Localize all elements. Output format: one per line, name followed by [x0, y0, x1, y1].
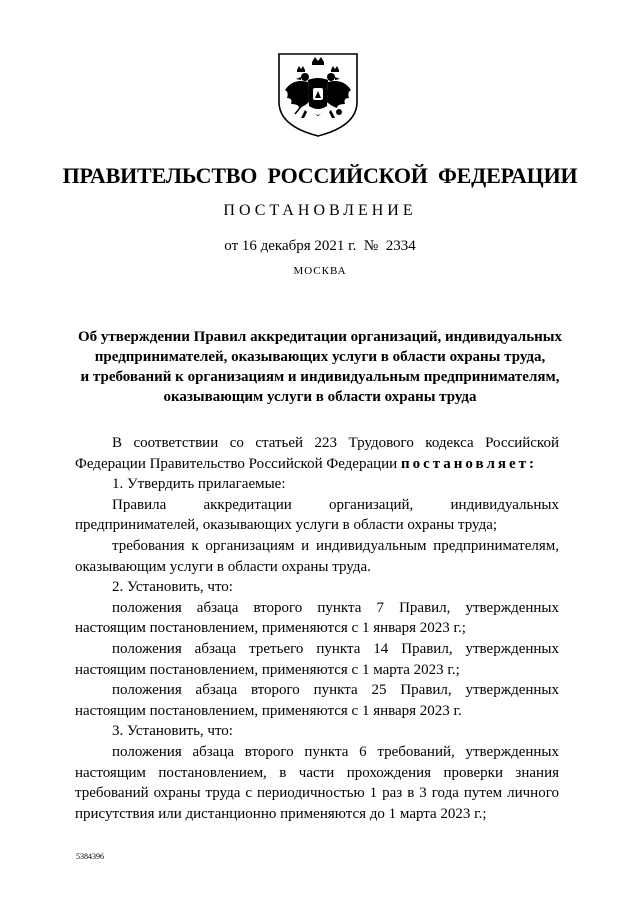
paragraph: 2. Установить, что:: [112, 579, 233, 596]
subject-line: оказывающим услуги в области охраны труда: [163, 389, 477, 405]
spaced-decree-word: постановляет:: [400, 455, 538, 472]
paragraph: 1. Утвердить прилагаемые:: [112, 476, 286, 493]
document-date-number: от 16 декабря 2021 г. № 2334: [224, 238, 416, 254]
government-title: ПРАВИТЕЛЬСТВО РОССИЙСКОЙ ФЕДЕРАЦИИ: [62, 163, 578, 188]
paragraph: Правила аккредитации организаций, индивидуальных предпринимателей, оказывающих услуги в области охраны труда;: [75, 496, 559, 534]
document-city: МОСКВА: [293, 265, 347, 277]
paragraph: [75, 433, 559, 474]
document-number-footer: 5384396: [76, 852, 104, 861]
paragraph: положения абзаца третьего пункта 14 Правил, утвержденных настоящим постановлением, применяются с 1 марта 2023 г.;: [75, 640, 559, 678]
subject-line: предпринимателей, оказывающих услуги в области охраны труда,: [94, 349, 546, 365]
coat-of-arms-icon: [275, 52, 361, 138]
document-body: [75, 433, 559, 824]
document-type: ПОСТАНОВЛЕНИЕ: [223, 202, 417, 219]
paragraph-text: В соответствии со статьей 223 Трудового кодекса Российской Федерации Правительство Российской Федерации: [75, 435, 559, 472]
paragraph: положения абзаца второго пункта 6 требований, утвержденных настоящим постановлением, в части прохождения проверки знания требований охраны труда с периодичностью 1 раз в 3 года путем личного присутствия или дистанционно применяются до 1 марта 2023 г.;: [75, 743, 559, 822]
subject-line: Об утверждении Правил аккредитации организаций, индивидуальных: [77, 329, 563, 345]
paragraph: положения абзаца второго пункта 7 Правил, утвержденных настоящим постановлением, применяются с 1 января 2023 г.;: [75, 599, 559, 637]
subject-line: и требований к организациям и индивидуальным предпринимателям,: [80, 369, 560, 385]
paragraph: положения абзаца второго пункта 25 Правил, утвержденных настоящим постановлением, применяются с 1 января 2023 г.: [75, 682, 559, 719]
document-subject: [70, 327, 570, 407]
paragraph: требования к организациям и индивидуальным предпринимателям, оказывающим услуги в области охраны труда.: [75, 537, 559, 575]
paragraph: 3. Установить, что:: [112, 723, 233, 740]
